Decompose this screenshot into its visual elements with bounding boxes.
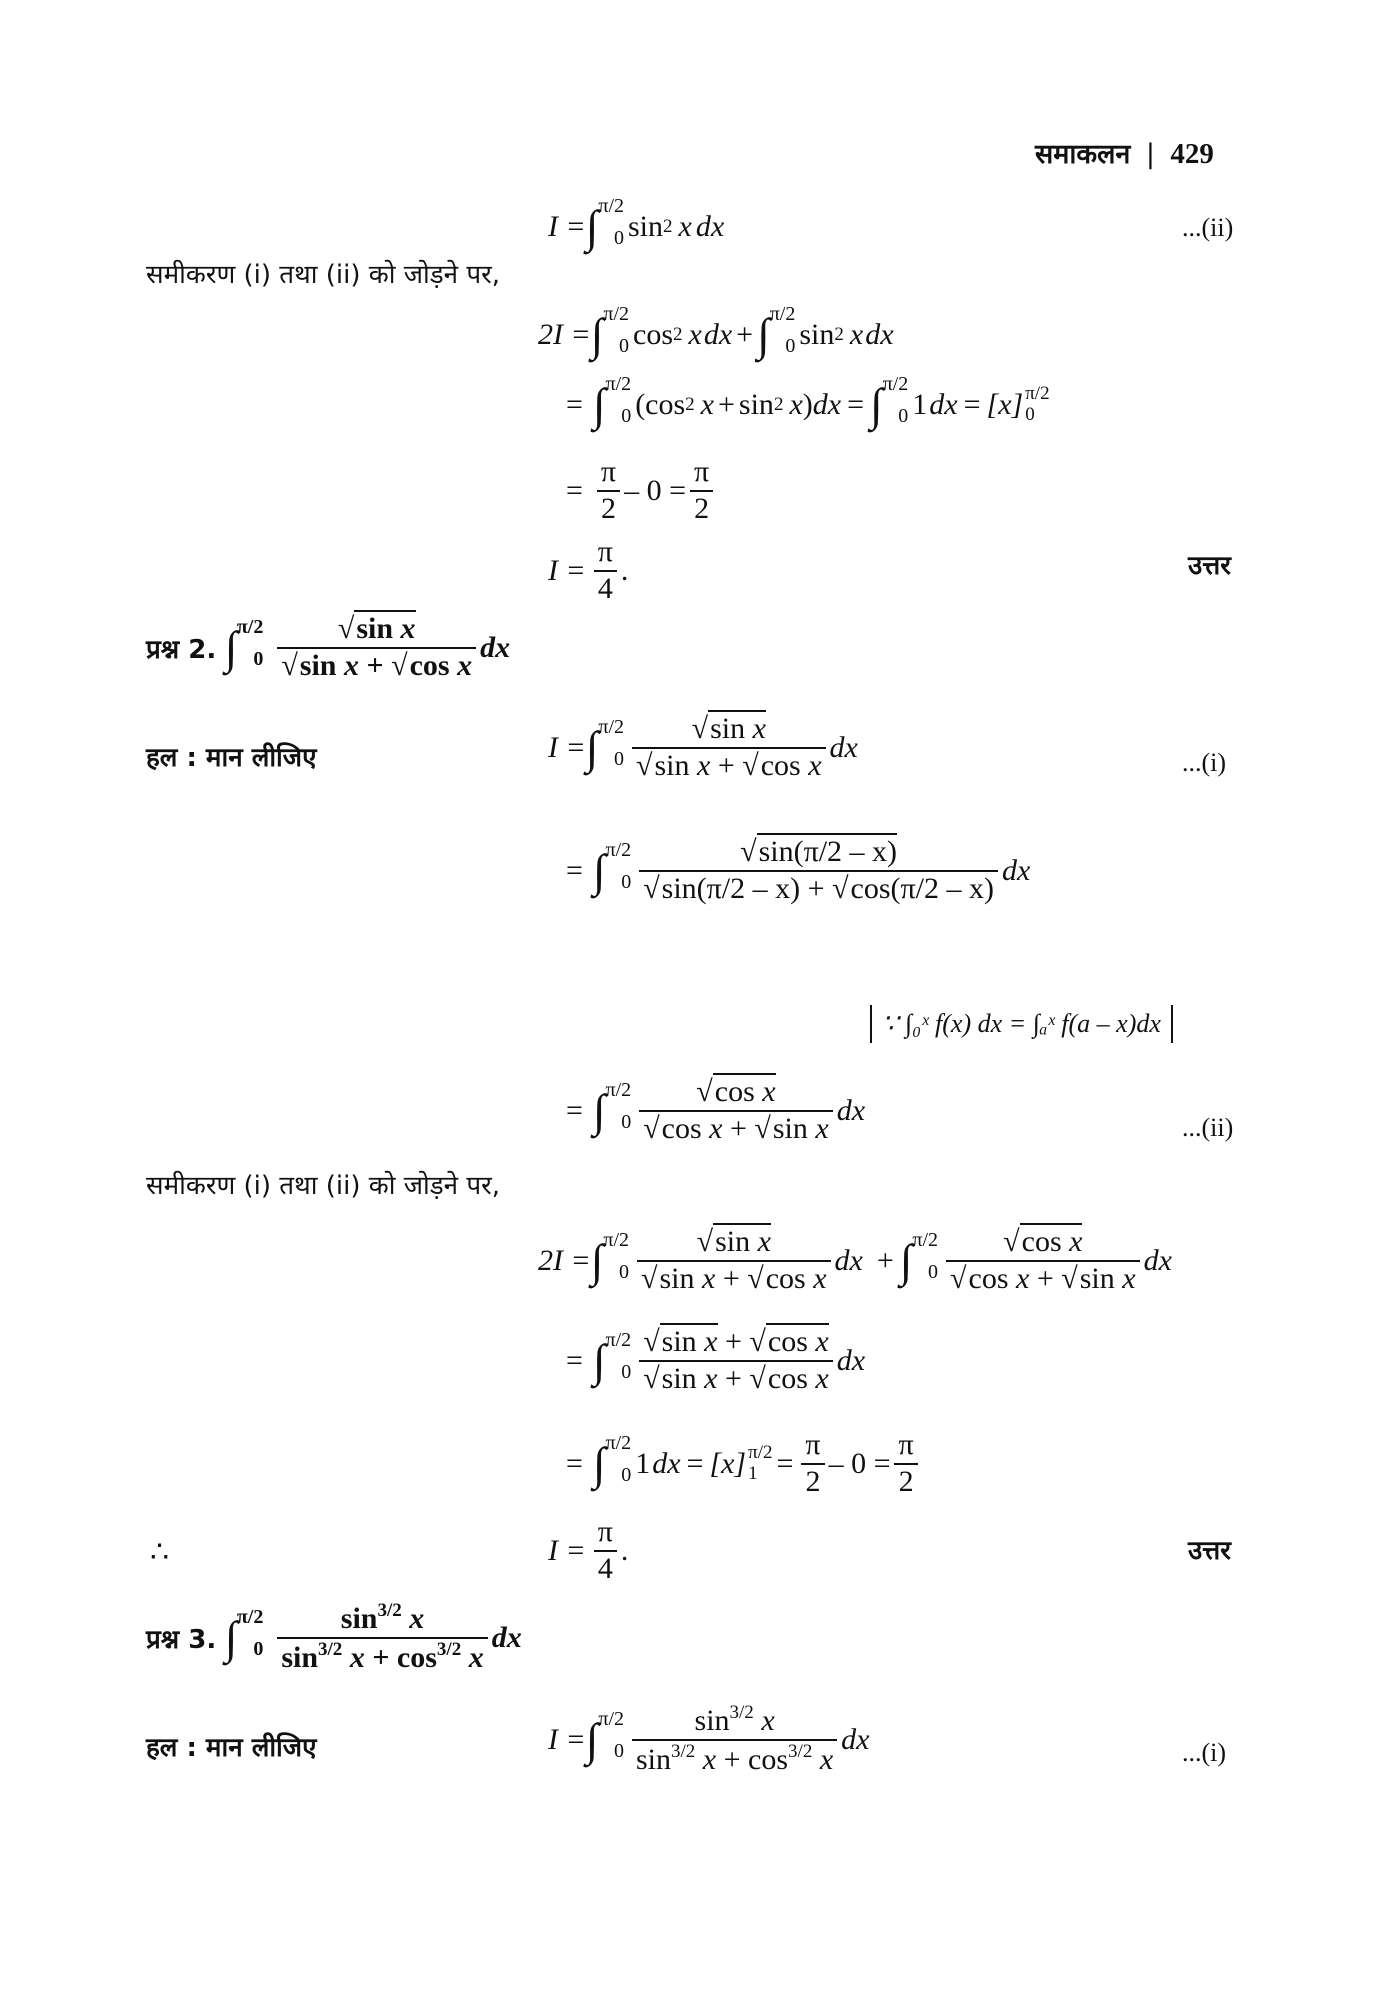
- var-x: x: [696, 748, 711, 782]
- dx: dx: [834, 1243, 863, 1277]
- cos-term: cos: [968, 1261, 1009, 1295]
- fraction: [632, 712, 826, 783]
- equation-q2-def: [548, 712, 858, 783]
- var-x: x: [709, 1111, 723, 1145]
- therefore-symbol: ∴: [150, 1536, 170, 1569]
- plus: +: [725, 1325, 742, 1358]
- var-x: x: [700, 387, 714, 421]
- sin-term: sin: [715, 1225, 751, 1258]
- lhs: 2I =: [538, 1243, 591, 1277]
- cos-complement: cos(π/2 – x): [850, 871, 994, 905]
- integral-sign: ∫: [592, 845, 606, 896]
- lower-limit: 0: [614, 748, 624, 770]
- dx: dx: [865, 317, 894, 351]
- sin-term: sin: [659, 1261, 695, 1295]
- denominator: 2: [694, 491, 710, 525]
- upper-limit: π/2: [598, 1708, 624, 1730]
- upper-limit: π/2: [598, 195, 624, 217]
- lhs: I =: [548, 730, 586, 764]
- dx: dx: [480, 630, 511, 664]
- lhs: 2I =: [538, 317, 591, 351]
- header-separator: |: [1145, 139, 1155, 170]
- fraction-pi-over-2: [597, 455, 620, 526]
- dx: dx: [695, 209, 725, 243]
- question-label: प्रश्न 3.: [146, 1624, 217, 1655]
- sin-term: sin: [636, 1742, 672, 1776]
- cos-term: cos: [767, 1325, 808, 1358]
- exponent: 3/2: [671, 1740, 696, 1762]
- upper-limit: π/2: [236, 616, 264, 638]
- var-x: x: [701, 1261, 716, 1295]
- fraction: [277, 612, 476, 683]
- sin-term: sin: [799, 317, 835, 351]
- integral-sign: ∫: [870, 379, 883, 430]
- numerator: [632, 1702, 837, 1741]
- equals: =: [566, 1093, 583, 1127]
- fraction: [637, 1225, 831, 1296]
- sin-term: sin: [772, 1111, 808, 1145]
- var-x: x: [1122, 1261, 1136, 1295]
- exponent: 3/2: [788, 1740, 813, 1762]
- question-integral: [224, 1600, 522, 1675]
- upper-limit: π/2: [603, 303, 629, 325]
- exponent: 3/2: [436, 1638, 462, 1660]
- equation-I-sin2: [548, 195, 725, 253]
- sin-term: sin: [661, 1325, 697, 1358]
- var-x: x: [849, 317, 864, 351]
- numerator: π: [801, 1428, 824, 1465]
- exponent: 2: [685, 393, 695, 415]
- var-x: x: [761, 1704, 775, 1737]
- denominator: 4: [597, 1551, 613, 1585]
- solution-label: हल : मान लीजिए: [146, 1733, 317, 1763]
- fraction-pi-over-4: [594, 1515, 617, 1586]
- eq-tag-i: ...(i): [1182, 748, 1227, 777]
- lower-limit: 0: [928, 1261, 939, 1283]
- equation-q2-sum: [538, 1225, 1172, 1296]
- eval-limits: [748, 1443, 772, 1485]
- sin-term: sin: [738, 387, 774, 421]
- plus: +: [807, 871, 825, 905]
- cos-term: cos: [661, 1111, 702, 1145]
- equals: =: [566, 853, 583, 887]
- denominator: 2: [898, 1464, 914, 1498]
- numerator: π: [594, 1515, 617, 1552]
- lower-limit: 0: [619, 1261, 629, 1283]
- dx: dx: [491, 1620, 522, 1654]
- sin-term: sin: [299, 648, 337, 682]
- dx: dx: [836, 1093, 866, 1127]
- fraction: [632, 1702, 837, 1777]
- lhs: I =: [548, 1722, 586, 1756]
- integral-sign: ∫: [585, 1714, 599, 1765]
- equation-q2-substituted: [566, 835, 1030, 906]
- dx: dx: [703, 317, 733, 351]
- minus-zero: – 0 =: [828, 1446, 891, 1480]
- var-x: x: [702, 1742, 717, 1776]
- exponent: 2: [673, 323, 683, 345]
- lower-limit: 0: [614, 227, 624, 249]
- period: .: [620, 1533, 629, 1567]
- plus: +: [736, 317, 754, 351]
- fraction-pi-over-4: [594, 535, 617, 606]
- cos-term: cos: [760, 748, 801, 782]
- numerator: √cos x: [946, 1225, 1140, 1262]
- dx: dx: [841, 1722, 870, 1756]
- integral-sign: ∫: [899, 1235, 913, 1286]
- one: 1: [912, 387, 928, 421]
- integral-sign: ∫: [592, 1085, 606, 1136]
- exponent: 3/2: [729, 1702, 754, 1723]
- lower-limit: 1: [748, 1462, 758, 1484]
- fraction-pi-over-2: [894, 1428, 917, 1499]
- cos-term: cos: [1021, 1225, 1062, 1258]
- sin-term: sin: [281, 1640, 319, 1674]
- exponent: 2: [663, 215, 673, 237]
- upper-limit: π/2: [605, 1432, 632, 1454]
- denominator: √cos x + √sin x: [950, 1261, 1136, 1295]
- plus: +: [722, 1261, 740, 1295]
- lower-limit: 0: [1025, 403, 1035, 425]
- close-paren: ): [802, 387, 813, 421]
- upper-limit: π/2: [605, 1079, 632, 1101]
- eval-limits: [1025, 384, 1049, 426]
- dx: dx: [812, 387, 842, 421]
- sin-term: sin: [1079, 1261, 1115, 1295]
- var-x: x: [815, 1111, 829, 1145]
- equals: =: [566, 1343, 583, 1377]
- eq-tag-i: ...(i): [1182, 1738, 1227, 1767]
- numerator: π: [894, 1428, 917, 1465]
- numerator: [277, 1600, 487, 1639]
- add-equations-text: समीकरण (i) तथा (ii) को जोड़ने पर,: [146, 1171, 500, 1201]
- upper-limit: π/2: [1025, 382, 1050, 404]
- sin-term: sin: [628, 209, 664, 243]
- exponent: 2: [773, 393, 784, 415]
- denominator: √sin x + √cos x: [641, 1261, 827, 1295]
- equals: =: [566, 387, 583, 421]
- integral-sign: ∫: [224, 622, 237, 673]
- dx: dx: [829, 730, 858, 764]
- numerator: √cos x: [639, 1075, 833, 1112]
- denominator: 2: [805, 1464, 821, 1498]
- bracket-x: [x]: [709, 1446, 747, 1480]
- var-x: x: [757, 1225, 771, 1258]
- var-x: x: [789, 387, 803, 421]
- bracket-x: [x]: [986, 387, 1024, 421]
- var-x: x: [815, 1361, 829, 1395]
- dx: dx: [929, 387, 958, 421]
- property-note: [870, 1005, 1173, 1043]
- denominator: √sin x + √cos x: [636, 748, 822, 782]
- page-number: 429: [1170, 138, 1214, 170]
- equation-pi-half: [566, 455, 717, 526]
- var-x: x: [409, 1602, 425, 1635]
- plus: +: [723, 1742, 741, 1776]
- lower-limit: 0: [898, 405, 909, 427]
- fraction: [277, 1600, 487, 1675]
- var-x: x: [813, 1261, 827, 1295]
- plus: +: [366, 648, 384, 682]
- exponent: 2: [834, 323, 844, 345]
- lower-limit: 0: [619, 335, 629, 357]
- integral-sign: ∫: [590, 309, 604, 360]
- lower-limit: 0: [621, 1111, 632, 1133]
- upper-limit: π/2: [769, 303, 796, 325]
- var-x: x: [704, 1361, 718, 1395]
- plus: +: [718, 387, 735, 421]
- sin-term: sin: [340, 1602, 378, 1635]
- minus-zero: – 0 =: [624, 473, 686, 507]
- lower-limit: 0: [614, 1740, 624, 1762]
- upper-limit: π/2: [603, 1229, 629, 1251]
- chapter-title: समाकलन: [1035, 139, 1131, 170]
- equation-q2-eval: [566, 1428, 922, 1499]
- integral-sign: ∫: [590, 1235, 604, 1286]
- numerator: π: [597, 455, 620, 492]
- fraction: [639, 1325, 833, 1396]
- dx: dx: [652, 1446, 681, 1480]
- denominator: √sin x + √cos x: [281, 648, 473, 682]
- numerator: √sin x: [637, 1225, 831, 1262]
- plus: +: [1036, 1261, 1054, 1295]
- var-x: x: [344, 648, 359, 682]
- numerator: √sin x: [632, 712, 826, 749]
- equals: =: [847, 387, 865, 421]
- equals: =: [963, 387, 981, 421]
- integral-sign: ∫: [592, 1335, 606, 1386]
- fraction: [639, 1075, 833, 1146]
- numerator: π: [594, 535, 617, 572]
- upper-limit: π/2: [912, 1229, 939, 1251]
- cos-term: cos: [765, 1261, 806, 1295]
- lower-limit: 0: [621, 871, 632, 893]
- plus: +: [876, 1243, 894, 1277]
- sin-term: sin: [694, 1704, 730, 1737]
- upper-limit: π/2: [605, 1329, 632, 1351]
- dx: dx: [1143, 1243, 1172, 1277]
- var-x: x: [752, 712, 766, 745]
- dx: dx: [1001, 853, 1031, 887]
- equation-result-2: [548, 1515, 628, 1586]
- cos-term: cos: [748, 1742, 789, 1776]
- paren-cos: (cos: [635, 387, 686, 421]
- var-x: x: [762, 1075, 776, 1108]
- equation-2I-sum: [538, 303, 894, 361]
- numerator: √sin x: [277, 612, 476, 649]
- plus: +: [717, 748, 735, 782]
- var-x: x: [1069, 1225, 1083, 1258]
- question-3: [146, 1600, 522, 1675]
- lhs: I =: [548, 1533, 586, 1567]
- cos-term: cos: [714, 1075, 755, 1108]
- exponent: 3/2: [318, 1638, 343, 1660]
- exponent: 3/2: [377, 1600, 402, 1621]
- answer-label: उत्तर: [1188, 551, 1231, 581]
- fraction-pi-over-2: [690, 455, 713, 526]
- upper-limit: π/2: [236, 1606, 264, 1628]
- integral-sign: ∫: [592, 1438, 606, 1489]
- lower-limit: 0: [785, 335, 796, 357]
- cos-term: cos: [409, 648, 450, 682]
- integral-sign: ∫: [585, 201, 599, 252]
- fraction: [639, 835, 998, 906]
- upper-limit: π/2: [748, 1441, 773, 1463]
- equals: =: [566, 473, 583, 507]
- integral-sign: ∫: [224, 1612, 237, 1663]
- fraction: [946, 1225, 1140, 1296]
- upper-limit: π/2: [605, 839, 632, 861]
- equation-q3-def: [548, 1702, 869, 1777]
- sin-term: sin: [661, 1361, 697, 1395]
- one: 1: [635, 1446, 651, 1480]
- var-x: x: [678, 209, 692, 243]
- eq-tag-ii: ...(ii): [1182, 213, 1234, 242]
- denominator: [632, 1741, 837, 1778]
- fraction-pi-over-2: [801, 1428, 824, 1499]
- var-x: x: [1016, 1261, 1030, 1295]
- denominator: [277, 1639, 487, 1676]
- cos-term: cos: [767, 1361, 808, 1395]
- cos-term: cos: [633, 317, 673, 351]
- denominator: √cos x + √sin x: [643, 1111, 829, 1145]
- sin-term: sin: [710, 712, 746, 745]
- denominator: 2: [601, 491, 616, 525]
- lower-limit: 0: [621, 1464, 632, 1486]
- sin-complement: sin(π/2 – x): [758, 835, 898, 868]
- var-x: x: [400, 612, 416, 645]
- lhs: I =: [548, 553, 586, 587]
- lhs: I =: [548, 209, 586, 243]
- question-integral: [224, 612, 510, 683]
- question-2: [146, 612, 510, 683]
- dx: dx: [836, 1343, 866, 1377]
- upper-limit: π/2: [598, 716, 624, 738]
- denominator: √sin(π/2 – x) + √cos(π/2 – x): [643, 871, 994, 905]
- upper-limit: π/2: [882, 373, 909, 395]
- property-text: ∵ ∫₀ˣ f(x) dx = ∫ₐˣ f(a – x)dx: [882, 1009, 1161, 1038]
- running-header: [1035, 140, 1214, 169]
- var-x: x: [688, 317, 702, 351]
- equals: =: [686, 1446, 704, 1480]
- numerator: √sin(π/2 – x): [639, 835, 998, 872]
- upper-limit: π/2: [605, 373, 632, 395]
- numerator: √sin x + √cos x: [639, 1325, 833, 1362]
- denominator: √sin x + √cos x: [643, 1361, 829, 1395]
- var-x: x: [819, 1742, 834, 1776]
- period: .: [620, 553, 629, 587]
- add-equations-text: समीकरण (i) तथा (ii) को जोड़ने पर,: [146, 260, 500, 290]
- equals: =: [776, 1446, 794, 1480]
- numerator: π: [690, 455, 713, 492]
- plus: +: [729, 1111, 747, 1145]
- equation-result-1: [548, 535, 628, 606]
- equation-combined: [566, 373, 1050, 431]
- eq-tag-ii: ...(ii): [1182, 1113, 1234, 1142]
- lower-limit: 0: [621, 1361, 632, 1383]
- integral-sign: ∫: [592, 379, 606, 430]
- lower-limit: 0: [253, 648, 264, 670]
- sin-term: sin: [356, 612, 394, 645]
- plus: +: [725, 1361, 742, 1395]
- equals: =: [566, 1446, 583, 1480]
- denominator: 4: [597, 571, 613, 605]
- sin-term: sin: [654, 748, 690, 782]
- integral-sign: ∫: [585, 722, 599, 773]
- plus: +: [372, 1640, 390, 1674]
- sin-complement: sin(π/2 – x): [661, 871, 801, 905]
- var-x: x: [349, 1640, 365, 1674]
- lower-limit: 0: [621, 405, 632, 427]
- integral-sign: ∫: [757, 309, 770, 360]
- equation-q2-cos: [566, 1075, 865, 1146]
- var-x: x: [704, 1325, 718, 1358]
- question-label: प्रश्न 2.: [146, 634, 217, 665]
- lower-limit: 0: [253, 1638, 264, 1660]
- var-x: x: [808, 748, 822, 782]
- cos-term: cos: [396, 1640, 437, 1674]
- var-x: x: [815, 1325, 829, 1358]
- equation-q2-merged: [566, 1325, 865, 1396]
- var-x: x: [457, 648, 473, 682]
- var-x: x: [468, 1640, 484, 1674]
- answer-label: उत्तर: [1188, 1536, 1231, 1566]
- solution-label: हल : मान लीजिए: [146, 743, 317, 773]
